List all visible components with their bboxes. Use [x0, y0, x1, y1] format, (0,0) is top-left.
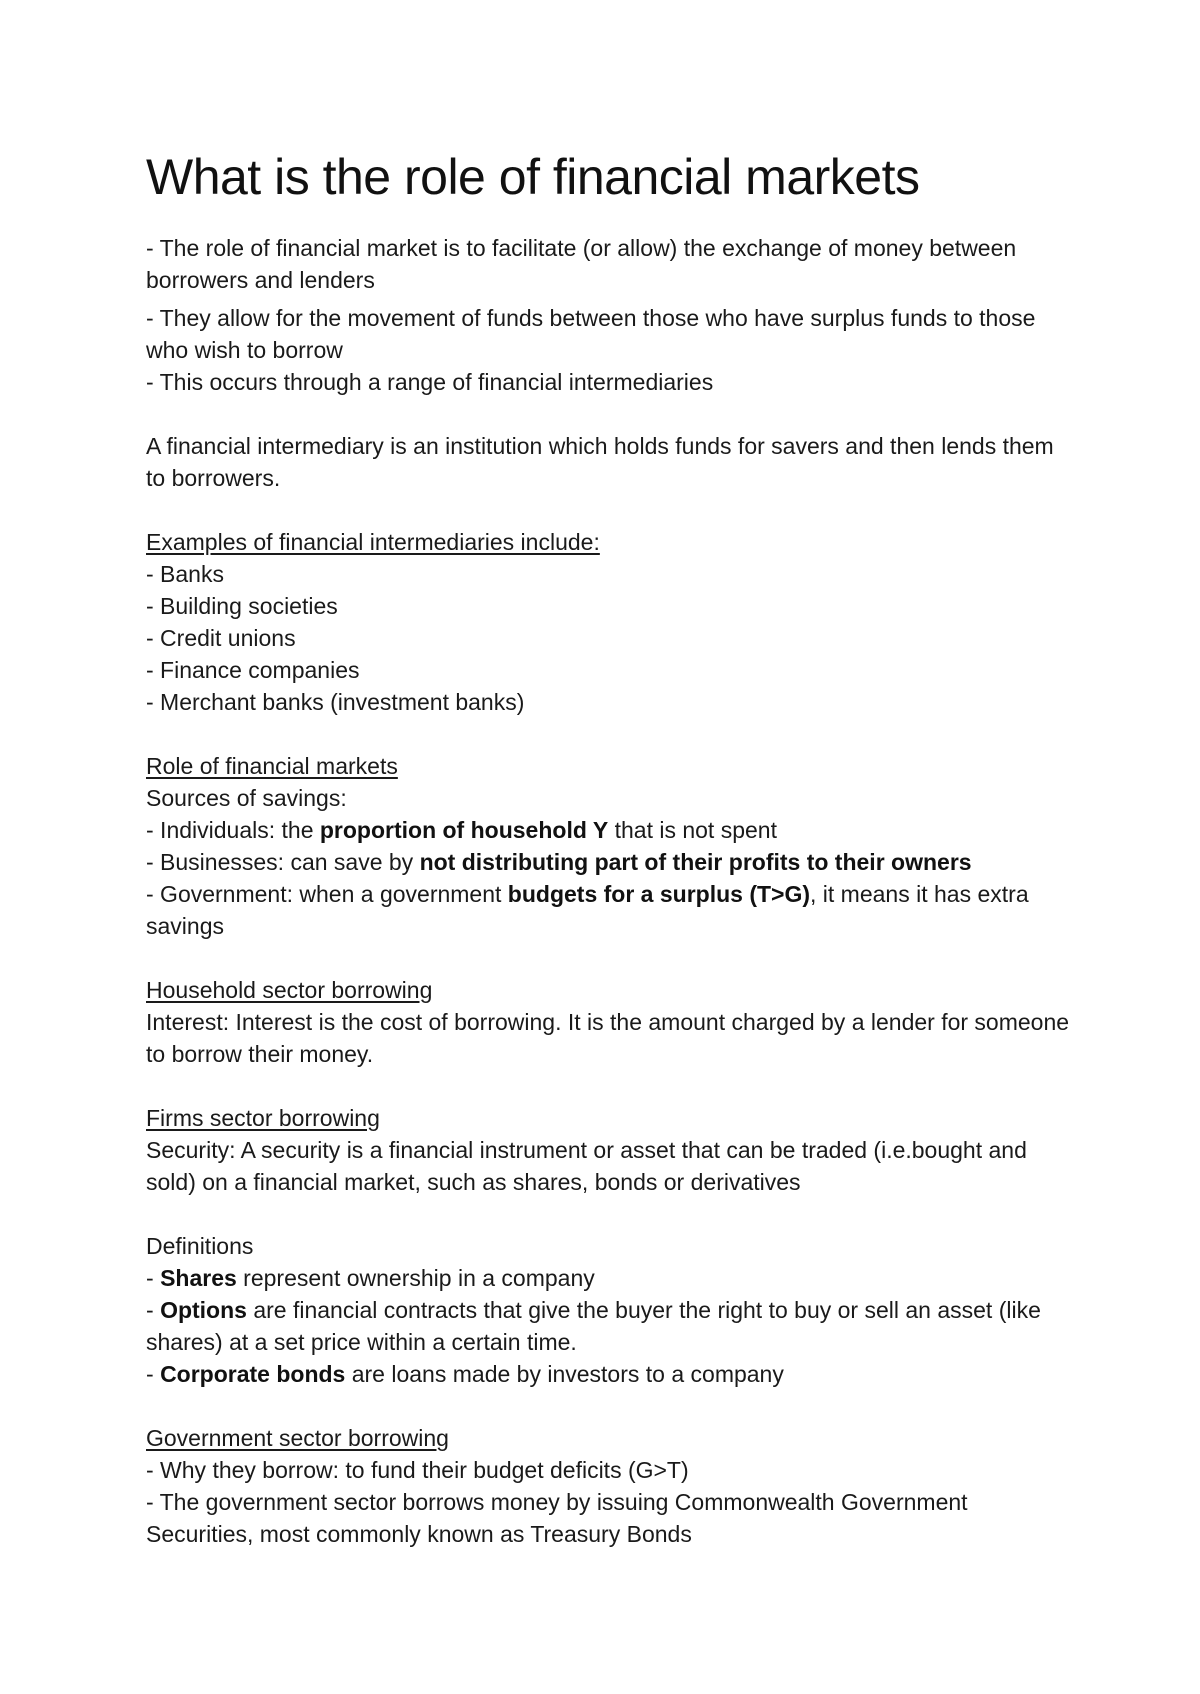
definition-options: - Options are financial contracts that give the buyer the right to buy or sell an asset (like shares) at a set price within a certain time.: [146, 1297, 1041, 1355]
savings-government: - Government: when a government budgets for a surplus (T>G), it means it has extra savings: [146, 881, 1029, 939]
definition-shares: - Shares represent ownership in a company: [146, 1265, 595, 1291]
document-page: [146, 148, 1076, 1550]
sources-of-savings-label: Sources of savings:: [146, 785, 347, 811]
document-title: What is the role of financial markets: [146, 149, 920, 205]
government-heading: Government sector borrowing: [146, 1425, 449, 1451]
household-heading: Household sector borrowing: [146, 977, 433, 1003]
examples-heading: Examples of financial intermediaries include:: [146, 529, 600, 555]
intro-point-exchange: - The role of financial market is to facilitate (or allow) the exchange of money between borrowers and lenders: [146, 235, 1017, 293]
definitions-heading: Definitions: [146, 1233, 254, 1259]
intro-point-intermediaries: - This occurs through a range of financial intermediaries: [146, 369, 714, 395]
firms-security-text: Security: A security is a financial instrument or asset that can be traded (i.e.bought and sold) on a financial market, such as shares, bonds or derivatives: [146, 1137, 1027, 1195]
intermediary-definition: A financial intermediary is an institution which holds funds for savers and then lends them to borrowers.: [146, 433, 1054, 491]
list-item: - Banks: [146, 561, 224, 587]
list-item: - Finance companies: [146, 657, 360, 683]
list-item: - Credit unions: [146, 625, 296, 651]
list-item: - Merchant banks (investment banks): [146, 689, 525, 715]
savings-businesses: - Businesses: can save by not distributing part of their profits to their owners: [146, 849, 972, 875]
list-item: - Building societies: [146, 593, 338, 619]
definition-corporate-bonds: - Corporate bonds are loans made by investors to a company: [146, 1361, 784, 1387]
government-why-borrow: - Why they borrow: to fund their budget deficits (G>T): [146, 1457, 689, 1483]
household-interest-text: Interest: Interest is the cost of borrowing. It is the amount charged by a lender for someone to borrow their money.: [146, 1009, 1070, 1067]
intro-point-movement: - They allow for the movement of funds between those who have surplus funds to those who wish to borrow: [146, 305, 1036, 363]
role-heading: Role of financial markets: [146, 753, 398, 779]
government-how-borrow: - The government sector borrows money by issuing Commonwealth Government Securities, most commonly known as Treasury Bonds: [146, 1489, 968, 1547]
savings-individuals: - Individuals: the proportion of household Y that is not spent: [146, 817, 777, 843]
firms-heading: Firms sector borrowing: [146, 1105, 380, 1131]
